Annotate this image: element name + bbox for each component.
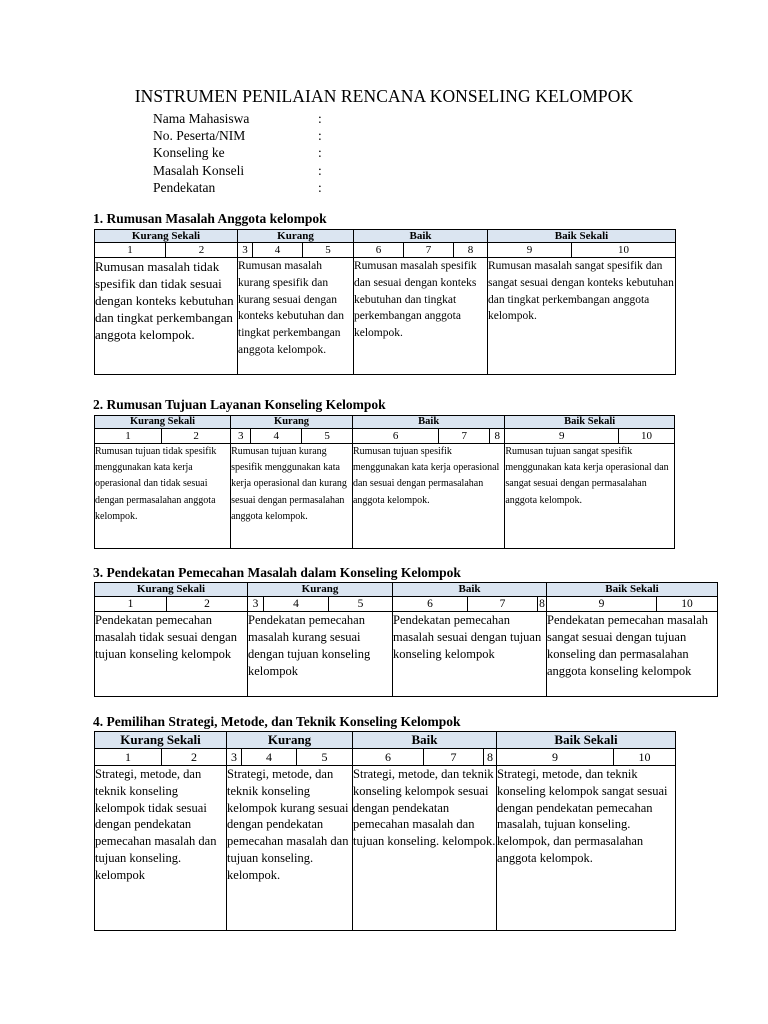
- level-kurang-sekali: Kurang Sekali: [95, 416, 231, 429]
- score-cell: 3: [248, 597, 264, 612]
- score-cell: 2: [162, 429, 231, 444]
- info-row-pendekatan: [153, 179, 322, 196]
- description-baik: Strategi, metode, dan teknik konseling kelompok sesuai dengan pendekatan pemecahan masalah dan tujuan konseling. kelompok.: [353, 766, 497, 931]
- score-cell: 6: [353, 749, 424, 766]
- score-cell: 9: [505, 429, 619, 444]
- score-cell: 4: [242, 749, 297, 766]
- level-baik-sekali: Baik Sekali: [488, 230, 676, 243]
- info-row-nim: [153, 127, 322, 144]
- level-kurang-sekali: Kurang Sekali: [95, 583, 248, 597]
- info-label: No. Peserta/NIM: [153, 128, 246, 144]
- description-baik: Pendekatan pemecahan masalah sesuai dengan tujuan konseling kelompok: [393, 612, 547, 697]
- score-cell: 2: [162, 749, 227, 766]
- rubric-table-1: [94, 229, 676, 375]
- description-baik-sekali: Rumusan masalah sangat spesifik dan sangat sesuai dengan konteks kebutuhan dan tingkat perkembangan anggota kelompok.: [488, 258, 676, 375]
- level-kurang: Kurang: [231, 416, 353, 429]
- description-kurang: Rumusan masalah kurang spesifik dan kurang sesuai dengan konteks kebutuhan dan tingkat perkembangan anggota kelompok.: [238, 258, 354, 375]
- level-kurang-sekali: Kurang Sekali: [95, 230, 238, 243]
- score-cell: 4: [251, 429, 302, 444]
- score-cell: 10: [572, 243, 676, 258]
- rubric-table-2: [94, 415, 675, 549]
- score-cell: 4: [253, 243, 303, 258]
- score-cell: 6: [393, 597, 468, 612]
- score-cell: 1: [95, 243, 166, 258]
- description-baik: Rumusan masalah spesifik dan sesuai dengan konteks kebutuhan dan tingkat perkembangan anggota kelompok.: [354, 258, 488, 375]
- score-cell: 9: [497, 749, 614, 766]
- info-row-konseling-ke: [153, 144, 322, 161]
- score-cell: 2: [166, 243, 238, 258]
- score-cell: 3: [227, 749, 242, 766]
- section-4-title: 4. Pemilihan Strategi, Metode, dan Teknik Konseling Kelompok: [93, 714, 461, 729]
- level-baik: Baik: [354, 230, 488, 243]
- info-label: Nama Mahasiswa: [153, 111, 250, 126]
- rubric-table-3: [94, 582, 718, 697]
- score-cell: 9: [488, 243, 572, 258]
- level-baik-sekali: Baik Sekali: [505, 416, 675, 429]
- score-cell: 10: [614, 749, 676, 766]
- info-row-masalah-konseli: [153, 162, 322, 179]
- description-kurang: Strategi, metode, dan teknik konseling kelompok kurang sesuai dengan pendekatan pemecahan masalah dan tujuan konseling. kelompok.: [227, 766, 353, 931]
- rubric-table-4: [94, 731, 676, 931]
- score-cell: 6: [352, 429, 438, 444]
- score-cell: 2: [167, 597, 248, 612]
- info-colon: :: [318, 162, 322, 178]
- level-kurang: Kurang: [238, 230, 354, 243]
- section-1-title: 1. Rumusan Masalah Anggota kelompok: [93, 211, 327, 226]
- description-kurang: Rumusan tujuan kurang spesifik menggunakan kata kerja operasional dan kurang sesuai dengan permasalahan anggota kelompok.: [231, 444, 353, 549]
- score-cell: 3: [231, 429, 251, 444]
- score-cell: 7: [424, 749, 484, 766]
- info-colon: :: [318, 145, 322, 161]
- level-baik: Baik: [393, 583, 547, 597]
- level-kurang: Kurang: [248, 583, 393, 597]
- info-colon: :: [318, 179, 322, 195]
- score-cell: 7: [404, 243, 454, 258]
- score-cell: 1: [95, 749, 162, 766]
- description-kurang-sekali: Rumusan masalah tidak spesifik dan tidak sesuai dengan konteks kebutuhan dan tingkat perkembangan anggota kelompok.: [95, 258, 238, 375]
- score-cell: 5: [329, 597, 393, 612]
- score-cell: 6: [354, 243, 404, 258]
- score-cell: 8: [454, 243, 488, 258]
- description-kurang-sekali: Strategi, metode, dan teknik konseling kelompok tidak sesuai dengan pendekatan pemecahan masalah dan tujuan konseling. kelompok: [95, 766, 227, 931]
- description-baik-sekali: Strategi, metode, dan teknik konseling kelompok sangat sesuai dengan pendekatan pemecahan masalah, tujuan konseling. kelompok, dan permasalahan anggota kelompok.: [497, 766, 676, 931]
- description-baik-sekali: Pendekatan pemecahan masalah sangat sesuai dengan tujuan konseling dan permasalahan anggota konseling kelompok: [547, 612, 718, 697]
- description-baik: Rumusan tujuan spesifik menggunakan kata kerja operasional dan sesuai dengan permasalahan anggota kelompok.: [352, 444, 504, 549]
- info-colon: :: [318, 128, 322, 144]
- score-cell: 9: [547, 597, 657, 612]
- level-baik: Baik: [352, 416, 504, 429]
- score-cell: 8: [490, 429, 505, 444]
- score-cell: 10: [657, 597, 718, 612]
- info-colon: :: [318, 111, 322, 126]
- score-cell: 5: [303, 243, 354, 258]
- score-cell: 5: [302, 429, 353, 444]
- level-baik-sekali: Baik Sekali: [497, 732, 676, 749]
- description-kurang-sekali: Pendekatan pemecahan masalah tidak sesuai dengan tujuan konseling kelompok: [95, 612, 248, 697]
- section-2-title: 2. Rumusan Tujuan Layanan Konseling Kelompok: [93, 397, 386, 412]
- level-baik: Baik: [353, 732, 497, 749]
- score-cell: 8: [484, 749, 497, 766]
- section-3-title: 3. Pendekatan Pemecahan Masalah dalam Konseling Kelompok: [93, 565, 461, 580]
- score-cell: 4: [264, 597, 329, 612]
- info-row-nama: [153, 110, 322, 127]
- description-kurang-sekali: Rumusan tujuan tidak spesifik menggunakan kata kerja operasional dan tidak sesuai dengan permasalahan anggota kelompok.: [95, 444, 231, 549]
- description-kurang: Pendekatan pemecahan masalah kurang sesuai dengan tujuan konseling kelompok: [248, 612, 393, 697]
- level-baik-sekali: Baik Sekali: [547, 583, 718, 597]
- info-label: Pendekatan: [153, 179, 216, 195]
- score-cell: 5: [297, 749, 353, 766]
- score-cell: 7: [468, 597, 538, 612]
- score-cell: 7: [439, 429, 490, 444]
- description-baik-sekali: Rumusan tujuan sangat spesifik menggunakan kata kerja operasional dan sangat sesuai dengan permasalahan anggota kelompok.: [505, 444, 675, 549]
- level-kurang-sekali: Kurang Sekali: [95, 732, 227, 749]
- score-cell: 8: [539, 598, 545, 610]
- score-cell: 3: [238, 243, 253, 258]
- page-title: INSTRUMEN PENILAIAN RENCANA KONSELING KELOMPOK: [134, 86, 634, 106]
- score-cell: 10: [619, 429, 675, 444]
- info-label: Konseling ke: [153, 145, 225, 161]
- score-cell: 1: [95, 429, 162, 444]
- score-cell: 1: [95, 597, 167, 612]
- info-label: Masalah Konseli: [153, 162, 245, 178]
- identity-fields: [153, 110, 322, 196]
- level-kurang: Kurang: [227, 732, 353, 749]
